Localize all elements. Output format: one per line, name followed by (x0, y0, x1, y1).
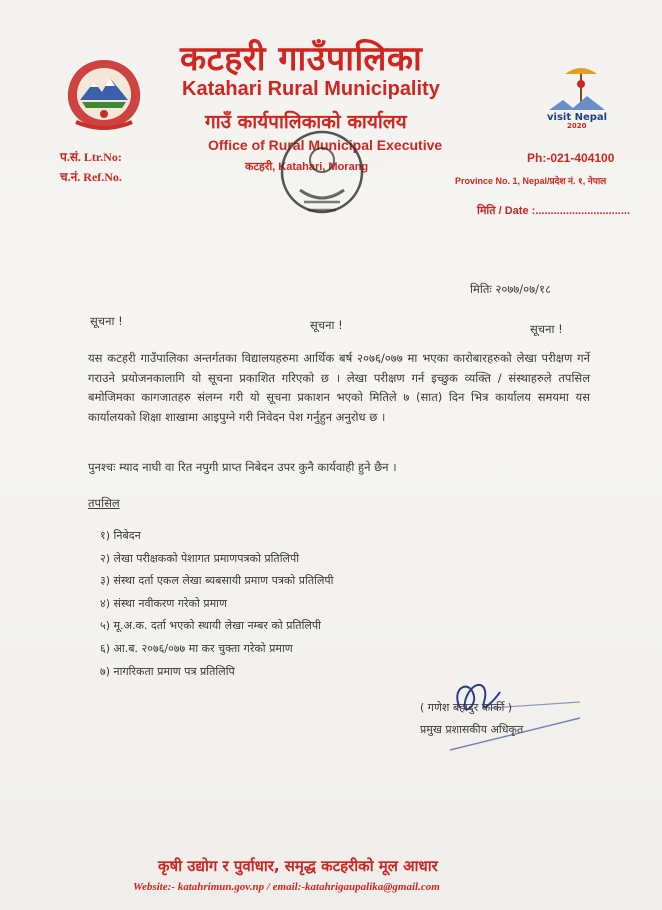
reference-block (60, 147, 122, 187)
notice-heading-left: सूचना ! (90, 314, 123, 328)
municipality-title-nepali: कटहरी गाउँपालिका (180, 39, 423, 79)
list-item: ५) मू.अ.क. दर्ता भएको स्थायी लेखा नम्बर को प्रतिलिपी (100, 619, 321, 633)
notice-date: मितिः २०७७/०७/१८ (470, 282, 551, 296)
office-stamp-icon (270, 120, 375, 225)
requirements-list (100, 528, 334, 686)
nepal-emblem-icon (62, 56, 146, 134)
signatory-title: प्रमुख प्रशासकीय अधिकृत (420, 723, 524, 736)
notice-paragraph: यस कटहरी गाउँपालिका अन्तर्गतका विद्यालयहरुमा आर्थिक बर्ष २०७६/०७७ मा भएका कारोबारहरुको लेखा परीक्षण गर्ने गराउने प्रयोजनकालागि यो सूचना प्रकाशित गरिएको छ । लेखा परीक्षण गर्न इच्छुक व्यक्ति / संस्थाहरुले तपसिल बमोजिमका कागजातहरु संलग्न गरी यो सूचना प्रकाशन भएको मितिले ७ (सात) दिन भित्र कार्यालय समयमा यस कार्यालयको शिक्षा शाखामा आइपुग्ने गरी निवेदन पेश गर्नुहुन अनुरोध छ । (88, 351, 590, 424)
notice-postscript: पुनश्चः म्याद नाघी वा रित नपुगी प्राप्त निबेदन उपर कुनै कार्यवाही हुने छैन । (88, 460, 397, 474)
municipality-title-english: Katahari Rural Municipality (182, 78, 440, 100)
province-label: Province No. 1, Nepal/प्रदेश नं. १, नेपाल (455, 176, 607, 186)
notice-heading-right: सूचना ! (530, 322, 563, 336)
list-item: ४) संस्था नवीकरण गरेको प्रमाण (100, 596, 227, 610)
list-item: १) निबेदन (100, 529, 141, 542)
list-item: ६) आ.ब. २०७६/०७७ मा कर चुक्ता गरेको प्रमाण (100, 641, 293, 655)
phone-number: Ph:-021-404100 (527, 151, 615, 165)
notice-heading-center: सूचना ! (310, 318, 343, 332)
footer-contact: Website:- katahrimun.gov.np / email:-katahrigaupalika@gmail.com (133, 881, 440, 893)
list-item: २) लेखा परीक्षकको पेशागत प्रमाणपत्रको प्रतिलिपी (100, 551, 300, 565)
svg-text:visit Nepal: visit Nepal (547, 112, 608, 123)
office-title-english: Office of Rural Municipal Executive (208, 137, 443, 153)
letter-number-label: प.सं. Ltr.No: (60, 150, 122, 164)
list-item: ७) नागरिकता प्रमाण पत्र प्रतिलिपि (100, 664, 235, 678)
footer-slogan: कृषी उद्योग र पुर्वाधार, समृद्ध कटहरीको मूल आधार (158, 857, 438, 875)
list-item: ३) संस्था दर्ता एकल लेखा ब्यबसायी प्रमाण पत्रको प्रतिलिपी (100, 574, 334, 588)
office-address: कटहरी, Katahari, Morang (245, 161, 369, 173)
date-field-label: मिति / Date :............................... (477, 205, 631, 217)
office-title-nepali: गाउँ कार्यपालिकाको कार्यालय (205, 111, 407, 133)
signatory-name: ( गणेश बहादुर कार्की ) (420, 701, 513, 714)
svg-text:2020: 2020 (567, 122, 587, 130)
visit-nepal-logo-icon (545, 60, 617, 130)
reference-number-label: च.नं. Ref.No. (60, 170, 122, 184)
details-heading: तपसिल (88, 496, 120, 510)
